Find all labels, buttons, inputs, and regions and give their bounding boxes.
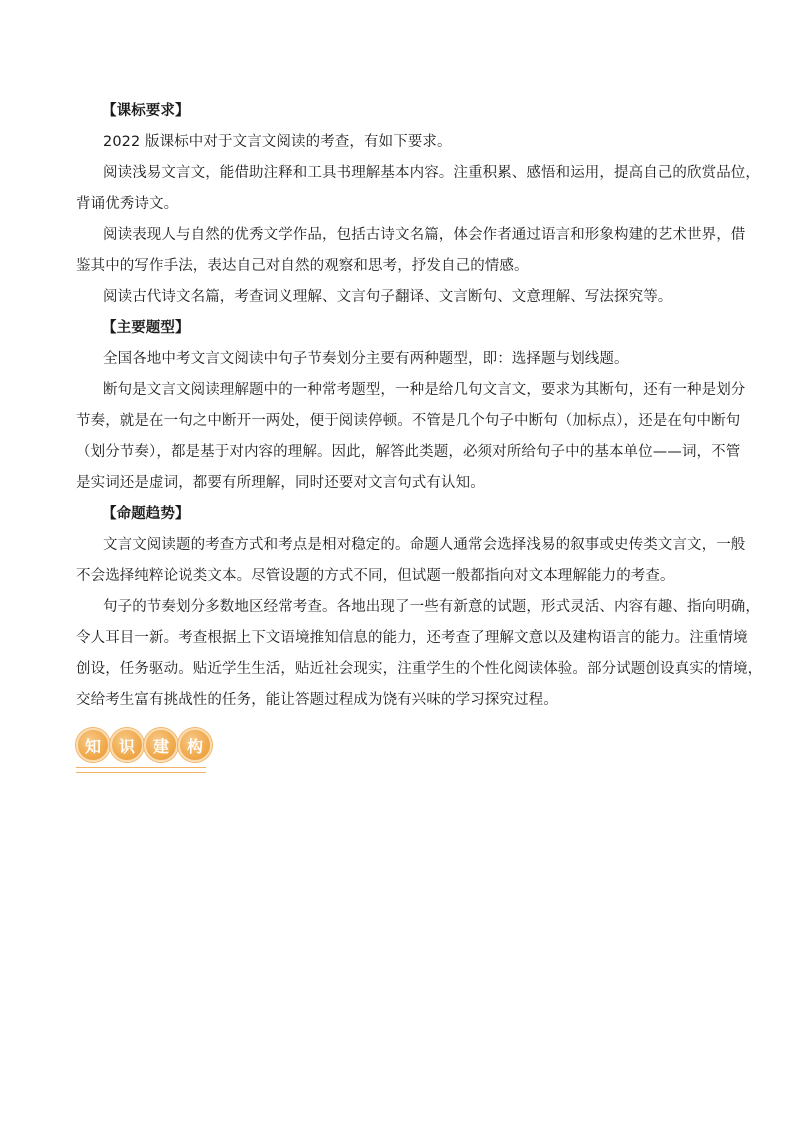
- paragraph-continuation: 鉴其中的写作手法，表达自己对自然的观察和思考，抒发自己的情感。: [76, 258, 529, 274]
- badge-circle: 知: [76, 728, 110, 762]
- badge-circle: 构: [178, 728, 212, 762]
- paragraph-continuation: 创设，任务驱动。贴近学生生活，贴近社会现实，注重学生的个性化阅读体验。部分试题创设真实的情境，: [76, 661, 763, 677]
- paragraph-continuation: 背诵优秀诗文。: [76, 196, 179, 212]
- paragraph-continuation: 令人耳目一新。考查根据上下文语境推知信息的能力，还考查了理解文意以及建构语言的能力。注重情境: [76, 630, 748, 646]
- paragraph: 文言文阅读题的考查方式和考点是相对稳定的。命题人通常会选择浅易的叙事或史传类文言文，一般: [103, 537, 746, 553]
- paragraph-continuation: 交给考生富有挑战性的任务，能让答题过程成为饶有兴味的学习探究过程。: [76, 692, 558, 708]
- paragraph: 阅读古代诗文名篇，考查词义理解、文言句子翻译、文言断句、文意理解、写法探究等。: [103, 289, 673, 305]
- paragraph-continuation: 是实词还是虚词，都要有所理解，同时还要对文言句式有认知。: [76, 475, 485, 491]
- badge-circle: 识: [110, 728, 144, 762]
- paragraph: 阅读浅易文言文，能借助注释和工具书理解基本内容。注重积累、感悟和运用，提高自己的欣赏品位，: [103, 165, 760, 181]
- paragraph: 阅读表现人与自然的优秀文学作品，包括古诗文名篇，体会作者通过语言和形象构建的艺术世界，借: [103, 227, 746, 243]
- section-title-question-types: 【主要题型】: [102, 320, 190, 336]
- badge-underline: [76, 767, 206, 773]
- paragraph: 句子的节奏划分多数地区经常考查。各地出现了一些有新意的试题，形式灵活、内容有趣、指向明确，: [103, 599, 760, 615]
- section-title-trends: 【命题趋势】: [102, 506, 190, 522]
- paragraph: 全国各地中考文言文阅读中句子节奏划分主要有两种题型，即：选择题与划线题。: [103, 351, 629, 367]
- paragraph-continuation: （划分节奏），都是基于对内容的理解。因此，解答此类题，必须对所给句子中的基本单位——词，不管: [76, 444, 741, 460]
- paragraph: 2022 版课标中对于文言文阅读的考查，有如下要求。: [103, 134, 452, 150]
- paragraph-continuation: 节奏，就是在一句之中断开一两处，便于阅读停顿。不管是几个句子中断句（加标点），还是在句中断句: [76, 413, 741, 429]
- document-body: [76, 96, 763, 716]
- badge-circle: 建: [144, 728, 178, 762]
- section-title-curriculum: 【课标要求】: [102, 103, 190, 119]
- knowledge-construction-badge: [76, 728, 210, 762]
- paragraph: 断句是文言文阅读理解题中的一种常考题型，一种是给几句文言文，要求为其断句，还有一种是划分: [103, 382, 746, 398]
- paragraph-continuation: 不会选择纯粹论说类文本。尽管设题的方式不同，但试题一般都指向对文本理解能力的考查。: [76, 568, 675, 584]
